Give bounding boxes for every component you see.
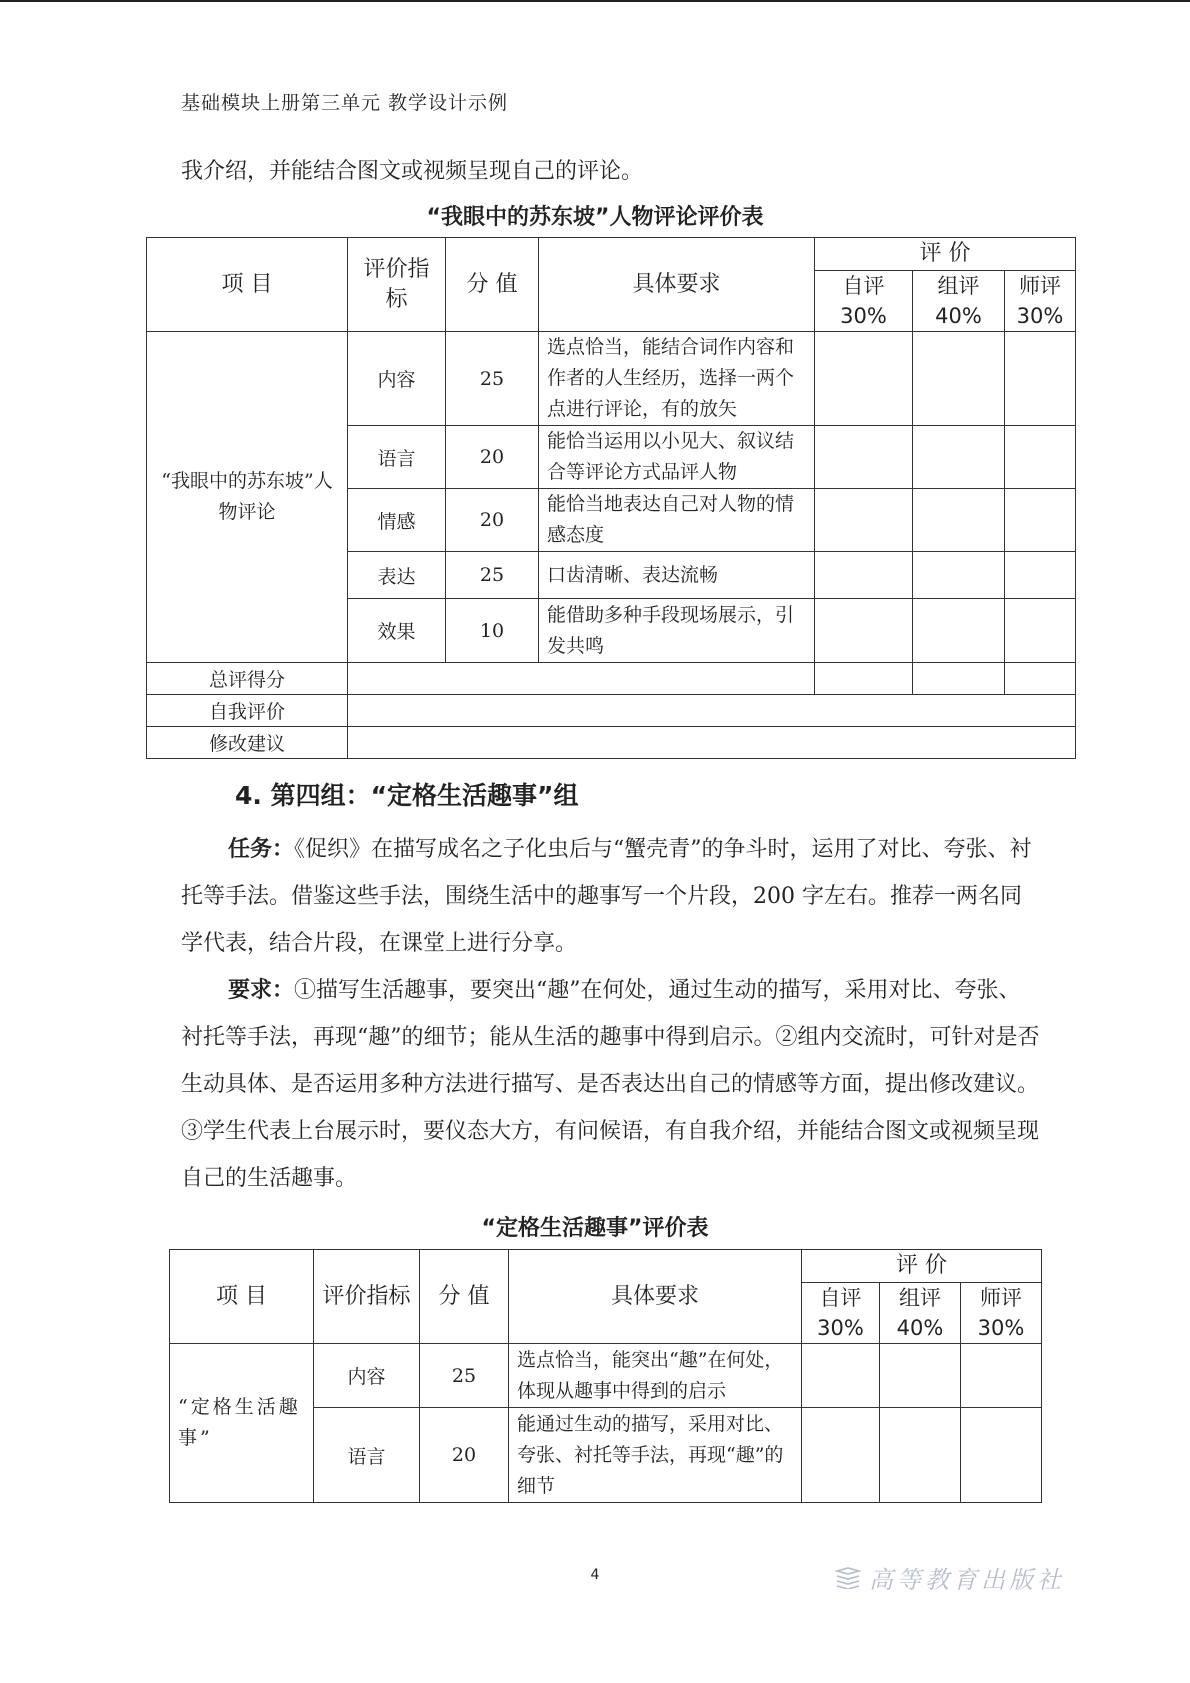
header-teacher: 师评 30% [1005,271,1076,332]
header-item: 项 目 [170,1250,314,1344]
score-cell: 25 [446,552,539,599]
section4-heading: 4. 第四组：“定格生活趣事”组 [235,781,579,810]
header-item: 项 目 [147,238,348,332]
suggestion-label: 修改建议 [147,727,348,759]
score-cell: 20 [446,426,539,489]
teacher-score-cell[interactable] [1005,426,1076,489]
header-requirement: 具体要求 [509,1250,802,1344]
teacher-total-cell[interactable] [1005,663,1076,695]
group-score-cell[interactable] [913,426,1005,489]
self-score-cell[interactable] [815,552,913,599]
running-header: 基础模块上册第三单元 教学设计示例 [181,92,509,114]
requirement-cell: 能恰当运用以小见大、叙议结合等评论方式品评人物 [539,426,815,489]
table-row [147,332,1076,426]
score-cell: 20 [420,1408,509,1503]
group-total-cell[interactable] [913,663,1005,695]
table-row [170,1344,1042,1408]
score-cell: 25 [446,332,539,426]
intro-line: 我介绍，并能结合图文或视频呈现自己的评论。 [181,159,644,184]
task-text: 《促织》在描写成名之子化虫后与“蟹壳青”的争斗时，运用了对比、夸张、衬托等手法。借鉴这些手法，围绕生活中的趣事写一个片段，200 字左右。推荐一两名同学代表，结合片段，在课堂上进行分享。 [181,837,1032,956]
teacher-score-cell[interactable] [1005,489,1076,552]
header-requirement: 具体要求 [539,238,815,332]
indicator-cell: 情感 [348,489,446,552]
self-score-cell[interactable] [815,599,913,663]
group-score-cell[interactable] [913,552,1005,599]
publisher-name: 高等教育出版社 [869,1566,1065,1594]
group-score-cell[interactable] [880,1408,961,1503]
page-number: 4 [590,1567,600,1583]
self-score-cell[interactable] [815,489,913,552]
header-evaluation: 评 价 [815,238,1076,271]
total-score-row [147,663,1076,695]
score-cell: 20 [446,489,539,552]
header-self: 自评 30% [815,271,913,332]
header-teacher: 师评 30% [961,1283,1042,1344]
table2-caption: “定格生活趣事”评价表 [481,1216,709,1241]
teacher-score-cell[interactable] [1005,552,1076,599]
self-score-cell[interactable] [815,332,913,426]
requirement-text: ①描写生活趣事，要突出“趣”在何处，通过生动的描写，采用对比、夸张、衬托等手法，再现“趣”的细节；能从生活的趣事中得到启示。②组内交流时，可针对是否生动具体、是否运用多种方法进行描写、是否表达出自己的情感等方面，提出修改建议。③学生代表上台展示时，要仪态大方，有问候语，有自我介绍，并能结合图文或视频呈现自己的生活趣事。 [181,978,1040,1191]
header-indicator: 评价指标 [314,1250,420,1344]
table1 [146,237,1076,759]
requirement-label: 要求： [228,978,295,1003]
score-cell: 25 [420,1344,509,1408]
header-group: 组评 40% [880,1283,961,1344]
score-cell: 10 [446,599,539,663]
teacher-score-cell[interactable] [961,1344,1042,1408]
group-score-cell[interactable] [913,332,1005,426]
requirement-paragraph [181,967,1041,1202]
self-evaluation-value[interactable] [348,695,1076,727]
table1-caption: “我眼中的苏东坡”人物评论评价表 [426,205,764,230]
self-score-cell[interactable] [802,1408,880,1503]
requirement-cell: 能借助多种手段现场展示，引发共鸣 [539,599,815,663]
self-score-cell[interactable] [815,426,913,489]
header-group: 组评 40% [913,271,1005,332]
group-score-cell[interactable] [913,599,1005,663]
self-total-cell[interactable] [815,663,913,695]
task-paragraph [181,826,1041,967]
suggestion-value[interactable] [348,727,1076,759]
top-rule [0,0,1190,2]
self-evaluation-row [147,695,1076,727]
publisher-mark [835,1560,1065,1595]
item-name: “定格生活趣事” [170,1344,314,1503]
indicator-cell: 语言 [348,426,446,489]
item-name: “我眼中的苏东坡”人物评论 [147,332,348,663]
teacher-score-cell[interactable] [1005,332,1076,426]
indicator-cell: 效果 [348,599,446,663]
header-evaluation: 评 价 [802,1250,1042,1283]
task-label: 任务： [228,837,295,862]
indicator-cell: 语言 [314,1408,420,1503]
requirement-cell: 选点恰当，能结合词作内容和作者的人生经历，选择一两个点进行评论，有的放矢 [539,332,815,426]
indicator-cell: 内容 [314,1344,420,1408]
group-score-cell[interactable] [913,489,1005,552]
requirement-cell: 能通过生动的描写，采用对比、夸张、衬托等手法，再现“趣”的细节 [509,1408,802,1503]
teacher-score-cell[interactable] [961,1408,1042,1503]
header-score: 分 值 [420,1250,509,1344]
requirement-cell: 能恰当地表达自己对人物的情感态度 [539,489,815,552]
indicator-cell: 内容 [348,332,446,426]
requirement-cell: 口齿清晰、表达流畅 [539,552,815,599]
header-score: 分 值 [446,238,539,332]
suggestion-row [147,727,1076,759]
total-score-value[interactable] [348,663,815,695]
table2 [169,1249,1042,1503]
teacher-score-cell[interactable] [1005,599,1076,663]
header-self: 自评 30% [802,1283,880,1344]
header-indicator: 评价指标 [348,238,446,332]
book-stack-logo-icon [835,1567,861,1589]
total-score-label: 总评得分 [147,663,348,695]
group-score-cell[interactable] [880,1344,961,1408]
indicator-cell: 表达 [348,552,446,599]
self-score-cell[interactable] [802,1344,880,1408]
requirement-cell: 选点恰当，能突出“趣”在何处，体现从趣事中得到的启示 [509,1344,802,1408]
self-evaluation-label: 自我评价 [147,695,348,727]
